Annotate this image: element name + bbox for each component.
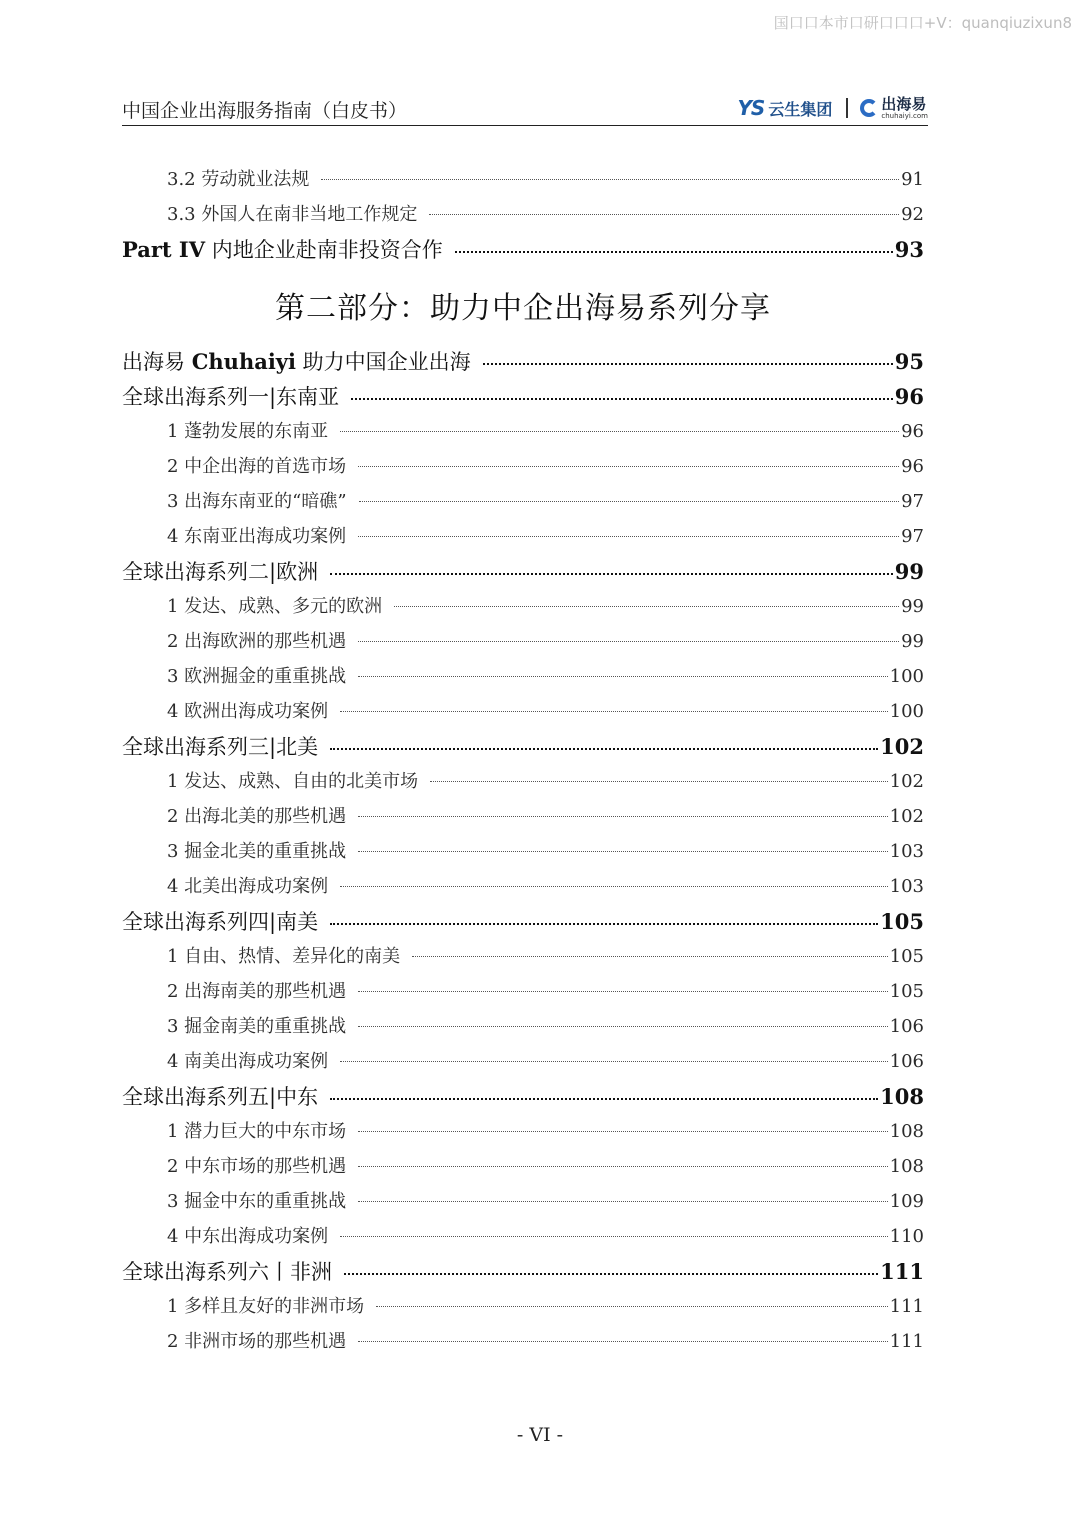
chuhaiyi-logo-url: chuhaiyi.com — [881, 111, 928, 120]
toc-entry-page: 96 — [901, 456, 924, 477]
dot-leader — [359, 501, 900, 502]
toc-chapter-page: 111 — [880, 1259, 924, 1284]
toc-entry[interactable] — [122, 659, 924, 694]
dot-leader — [358, 851, 887, 852]
toc-chapter-label: 全球出海系列五|中东 — [122, 1085, 319, 1109]
toc-part-title: 内地企业赴南非投资合作 — [211, 238, 443, 262]
toc-entry-label: 1 多样且友好的非洲市场 — [167, 1296, 365, 1317]
dot-leader — [394, 606, 899, 607]
watermark-text: 国口口本市口研口口口+V：quanqiuzixun8 — [773, 14, 1072, 32]
dot-leader — [358, 816, 887, 817]
toc-chapter-entry[interactable] — [122, 379, 924, 414]
toc-entry-page: 97 — [901, 526, 924, 547]
toc-chapter-page: 108 — [880, 1084, 924, 1109]
toc-chapter-label — [122, 344, 471, 380]
chuhaiyi-logo-name: 出海易 — [881, 94, 927, 113]
chuhaiyi-logo-icon — [860, 99, 878, 117]
toc-entry-label: 1 潜力巨大的中东市场 — [167, 1121, 347, 1142]
toc-entry-label: 2 中东市场的那些机遇 — [167, 1156, 347, 1177]
toc-entry[interactable] — [122, 162, 924, 197]
toc-intro-prefix: 出海易 — [122, 350, 185, 374]
toc-entry-page: 108 — [889, 1156, 924, 1177]
toc-entry-label: 4 中东出海成功案例 — [167, 1226, 329, 1247]
dot-leader — [330, 573, 893, 575]
toc-entry-label: 4 欧洲出海成功案例 — [167, 701, 329, 722]
dot-leader — [330, 923, 878, 925]
dot-leader — [358, 641, 899, 642]
dot-leader — [340, 1236, 887, 1237]
toc-entry[interactable] — [122, 1149, 924, 1184]
toc-entry-label: 3 出海东南亚的“暗礁” — [167, 491, 347, 512]
toc-entry-label: 4 东南亚出海成功案例 — [167, 526, 347, 547]
toc-intro-latin: Chuhaiyi — [191, 349, 296, 374]
page-number: - VI - — [516, 1424, 564, 1446]
toc-entry-label: 2 出海南美的那些机遇 — [167, 981, 347, 1002]
dot-leader — [483, 363, 893, 365]
toc-chapter-page: 102 — [880, 734, 924, 759]
dot-leader — [340, 886, 887, 887]
toc-entry[interactable] — [122, 197, 924, 232]
dot-leader — [358, 991, 887, 992]
toc-entry-page: 97 — [901, 491, 924, 512]
toc-entry[interactable] — [122, 589, 924, 624]
toc-chapter-page: 96 — [894, 384, 924, 409]
document-title: 中国企业出海服务指南（白皮书） — [122, 100, 408, 122]
dot-leader — [358, 466, 899, 467]
dot-leader — [412, 956, 887, 957]
toc-entry-page: 105 — [889, 946, 924, 967]
toc-entry-page: 103 — [889, 841, 924, 862]
chuhaiyi-logo — [881, 94, 928, 120]
toc-entry[interactable] — [122, 449, 924, 484]
toc-entry-label: 4 南美出海成功案例 — [167, 1051, 329, 1072]
header-logos — [737, 94, 928, 122]
toc-entry-label: 1 发达、成熟、自由的北美市场 — [167, 771, 419, 792]
toc-entry[interactable] — [122, 974, 924, 1009]
toc-entry[interactable] — [122, 869, 924, 904]
toc-entry-label: 3 欧洲掘金的重重挑战 — [167, 666, 347, 687]
toc-entry-label: 3.3 外国人在南非当地工作规定 — [167, 204, 418, 225]
dot-leader — [358, 1201, 887, 1202]
toc-entry[interactable] — [122, 519, 924, 554]
toc-chapter-page: 95 — [894, 349, 924, 374]
toc-entry-page: 100 — [889, 701, 924, 722]
ys-logo-name: 云生集团 — [768, 99, 833, 119]
dot-leader — [455, 251, 893, 253]
dot-leader — [330, 1098, 878, 1100]
toc-part-number: Part IV — [122, 237, 206, 262]
toc-entry[interactable] — [122, 694, 924, 729]
toc-chapter-entry[interactable] — [122, 1254, 924, 1289]
toc-entry-label: 3 掘金南美的重重挑战 — [167, 1016, 347, 1037]
toc-entry-label: 2 出海欧洲的那些机遇 — [167, 631, 347, 652]
toc-chapter-label: 全球出海系列三|北美 — [122, 735, 319, 759]
toc-entry-label: 1 自由、热情、差异化的南美 — [167, 946, 401, 967]
dot-leader — [430, 781, 887, 782]
toc-chapter-label: 全球出海系列二|欧洲 — [122, 560, 319, 584]
toc-chapter-entry[interactable] — [122, 344, 924, 379]
toc-entry-page: 91 — [901, 169, 924, 190]
dot-leader — [330, 748, 878, 750]
toc-entry[interactable] — [122, 764, 924, 799]
toc-entry-page: 110 — [889, 1226, 924, 1247]
ys-logo-mark: YS — [737, 96, 765, 120]
toc-entry-label: 3 掘金中东的重重挑战 — [167, 1191, 347, 1212]
toc-entry-label: 1 蓬勃发展的东南亚 — [167, 421, 329, 442]
toc-entry-page: 92 — [901, 204, 924, 225]
toc-entry[interactable] — [122, 799, 924, 834]
toc-entry-label: 4 北美出海成功案例 — [167, 876, 329, 897]
toc-entry-label: 3.2 劳动就业法规 — [167, 169, 310, 190]
toc-entry-page: 99 — [901, 631, 924, 652]
toc-entry-label: 2 非洲市场的那些机遇 — [167, 1331, 347, 1352]
toc-chapter-page: 99 — [894, 559, 924, 584]
dot-leader — [358, 1166, 887, 1167]
toc-chapter-entry[interactable] — [122, 554, 924, 589]
dot-leader — [351, 398, 893, 400]
logo-divider — [846, 98, 848, 118]
toc-entry-page: 108 — [889, 1121, 924, 1142]
toc-entry-page: 106 — [889, 1051, 924, 1072]
toc-chapter-label: 全球出海系列一|东南亚 — [122, 385, 340, 409]
toc-entry-page: 102 — [889, 771, 924, 792]
toc-entry[interactable] — [122, 1184, 924, 1219]
toc-chapter-page: 105 — [880, 909, 924, 934]
toc-entry-page: 99 — [901, 596, 924, 617]
dot-leader — [321, 179, 899, 180]
toc-entry-label: 3 掘金北美的重重挑战 — [167, 841, 347, 862]
toc-entry-page: 103 — [889, 876, 924, 897]
dot-leader — [358, 1341, 887, 1342]
dot-leader — [340, 1061, 887, 1062]
toc-entry-page: 100 — [889, 666, 924, 687]
toc-entry[interactable] — [122, 1324, 924, 1359]
toc-entry[interactable] — [122, 1009, 924, 1044]
toc-entry-label: 1 发达、成熟、多元的欧洲 — [167, 596, 383, 617]
toc-chapter-label: 全球出海系列四|南美 — [122, 910, 319, 934]
table-of-contents — [122, 162, 924, 1359]
dot-leader — [358, 1131, 887, 1132]
toc-intro-suffix: 助力中国企业出海 — [302, 350, 471, 374]
dot-leader — [376, 1306, 887, 1307]
dot-leader — [429, 214, 899, 215]
toc-chapter-entry[interactable] — [122, 904, 924, 939]
page-header — [122, 92, 928, 126]
toc-entry[interactable] — [122, 1114, 924, 1149]
toc-chapter-entry[interactable] — [122, 729, 924, 764]
toc-part-label — [122, 232, 443, 268]
series-list — [122, 379, 924, 1359]
toc-entry[interactable] — [122, 1044, 924, 1079]
toc-entry[interactable] — [122, 1219, 924, 1254]
toc-entry-page: 105 — [889, 981, 924, 1002]
toc-entry[interactable] — [122, 414, 924, 449]
dot-leader — [340, 711, 887, 712]
toc-entry-page: 96 — [901, 421, 924, 442]
toc-entry-page: 102 — [889, 806, 924, 827]
toc-entry[interactable] — [122, 624, 924, 659]
toc-entry-page: 109 — [889, 1191, 924, 1212]
toc-entry-label: 2 中企出海的首选市场 — [167, 456, 347, 477]
toc-part-entry[interactable] — [122, 232, 924, 267]
header-rule — [122, 125, 928, 126]
toc-chapter-label: 全球出海系列六丨非洲 — [122, 1260, 332, 1284]
toc-entry-page: 111 — [889, 1296, 924, 1317]
dot-leader — [358, 1026, 887, 1027]
toc-entry-page: 111 — [889, 1331, 924, 1352]
dot-leader — [344, 1273, 878, 1275]
toc-entry-label: 2 出海北美的那些机遇 — [167, 806, 347, 827]
toc-entry[interactable] — [122, 484, 924, 519]
toc-chapter-entry[interactable] — [122, 1079, 924, 1114]
toc-entry[interactable] — [122, 939, 924, 974]
dot-leader — [340, 431, 899, 432]
section-title: 第二部分：助力中企出海易系列分享 — [275, 291, 771, 326]
toc-entry-page: 106 — [889, 1016, 924, 1037]
dot-leader — [358, 676, 887, 677]
toc-entry[interactable] — [122, 834, 924, 869]
dot-leader — [358, 536, 899, 537]
toc-part-page: 93 — [894, 237, 924, 262]
toc-entry[interactable] — [122, 1289, 924, 1324]
